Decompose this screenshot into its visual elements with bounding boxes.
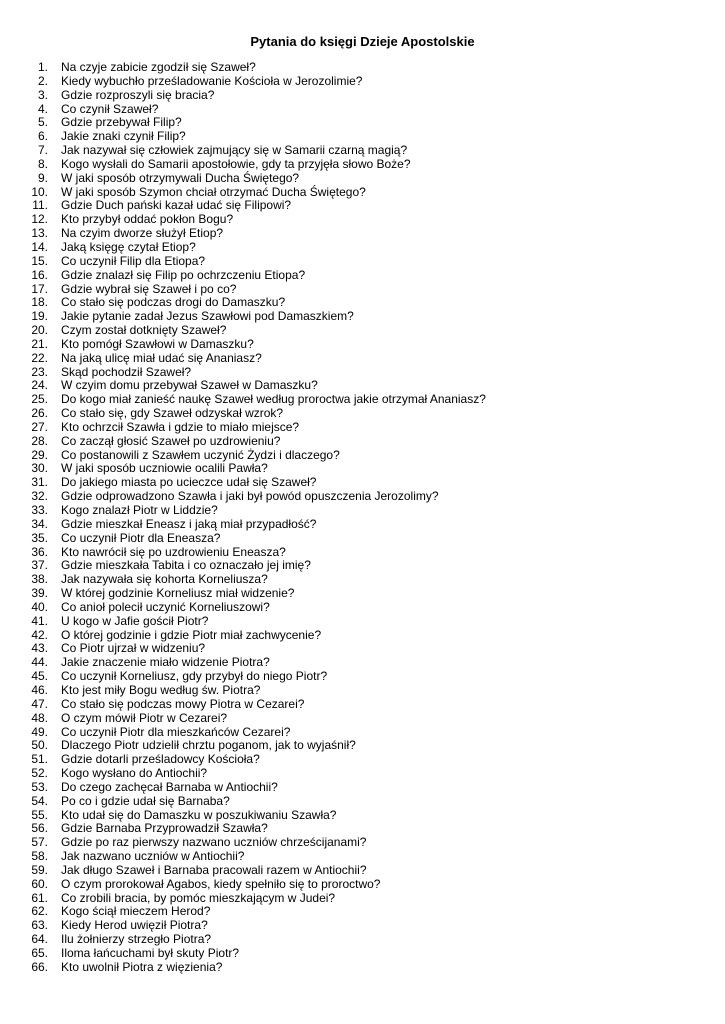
question-item [0, 89, 725, 103]
question-item [0, 878, 725, 892]
question-text: Kogo ściął mieczem Herod? [61, 904, 211, 919]
question-item [0, 269, 725, 283]
question-item [0, 573, 725, 587]
question-number: 40. [31, 599, 48, 614]
question-text: U kogo w Jafie gościł Piotr? [61, 613, 209, 628]
question-item [0, 103, 725, 117]
question-item [0, 601, 725, 615]
question-number: 39. [31, 586, 48, 601]
question-number: 11. [32, 198, 48, 213]
question-number: 44. [31, 655, 48, 670]
question-item [0, 670, 725, 684]
question-number: 6. [37, 129, 48, 144]
question-number: 16. [31, 267, 48, 282]
question-text: W jaki sposób uczniowie ocalili Pawła? [61, 461, 268, 476]
question-text: W czyim domu przebywał Szaweł w Damaszku? [61, 378, 318, 393]
question-number: 3. [37, 87, 48, 102]
question-text: Jak długo Szaweł i Barnaba pracowali razem w Antiochii? [61, 862, 367, 877]
question-text: Co uczynił Piotr dla mieszkańców Cezarei? [61, 724, 291, 739]
question-number: 66. [31, 959, 48, 974]
question-number: 52. [31, 766, 48, 781]
question-text: W jaki sposób otrzymywali Ducha Świętego? [61, 170, 300, 185]
question-text: Do jakiego miasta po ucieczce udał się Szaweł? [61, 475, 317, 490]
question-item [0, 559, 725, 573]
question-item [0, 753, 725, 767]
question-text: Co czynił Szaweł? [61, 101, 159, 116]
question-text: Jakie pytanie zadał Jezus Szawłowi pod Damaszkiem? [61, 309, 354, 324]
question-text: Gdzie znalazł się Filip po ochrzczeniu Etiopa? [61, 267, 306, 282]
question-text: Co stało się, gdy Szaweł odzyskał wzrok? [61, 406, 284, 421]
question-item [0, 186, 725, 200]
question-number: 31. [31, 475, 48, 490]
question-item [0, 296, 725, 310]
question-item [0, 421, 725, 435]
question-number: 12. [31, 212, 48, 227]
question-text: Kto przybył oddać pokłon Bogu? [61, 212, 234, 227]
question-item [0, 449, 725, 463]
question-item [0, 504, 725, 518]
question-text: Gdzie mieszkała Tabita i co oznaczało jej imię? [61, 558, 311, 573]
question-text: Jakie znaki czynił Filip? [61, 129, 186, 144]
question-number: 46. [31, 682, 48, 697]
question-text: Dlaczego Piotr udzielił chrztu poganom, jak to wyjaśnił? [61, 738, 356, 753]
question-number: 36. [31, 544, 48, 559]
question-text: Gdzie rozproszyli się bracia? [61, 87, 215, 102]
question-text: Do kogo miał zanieść naukę Szaweł według proroctwa jakie otrzymał Ananiasz? [61, 392, 486, 407]
question-number: 37. [31, 558, 48, 573]
question-text: Czym został dotknięty Szaweł? [61, 323, 227, 338]
question-item [0, 615, 725, 629]
question-number: 8. [37, 156, 48, 171]
question-text: Kto ochrzcił Szawła i gdzie to miało miejsce? [61, 419, 300, 434]
question-number: 60. [31, 876, 48, 891]
question-item [0, 850, 725, 864]
question-item [0, 642, 725, 656]
question-text: Na czyje zabicie zgodził się Szaweł? [61, 60, 256, 74]
question-number: 58. [31, 849, 48, 864]
question-number: 14. [31, 239, 48, 254]
question-item [0, 712, 725, 726]
question-number: 41. [31, 613, 48, 628]
question-number: 48. [31, 710, 48, 725]
question-item [0, 324, 725, 338]
question-text: Skąd pochodził Szaweł? [61, 364, 192, 379]
question-item [0, 809, 725, 823]
question-text: Co stało się podczas mowy Piotra w Cezarei? [61, 696, 305, 711]
question-item [0, 961, 725, 975]
question-number: 23. [31, 364, 48, 379]
question-item [0, 726, 725, 740]
question-text: W której godzinie Korneliusz miał widzenie? [61, 586, 295, 601]
question-text: Kogo znalazł Piotr w Liddzie? [61, 503, 218, 517]
question-number: 59. [31, 862, 48, 877]
question-text: Jaką księgę czytał Etiop? [61, 239, 196, 254]
question-number: 21. [31, 336, 48, 351]
question-text: O czym mówił Piotr w Cezarei? [61, 710, 228, 725]
question-number: 49. [31, 724, 48, 739]
question-item [0, 781, 725, 795]
question-number: 32. [31, 489, 48, 504]
question-text: Gdzie przebywał Filip? [61, 115, 182, 130]
question-number: 65. [31, 946, 48, 960]
question-text: Ilu żołnierzy strzegło Piotra? [61, 932, 212, 947]
question-item [0, 864, 725, 878]
question-number: 9. [37, 170, 48, 185]
question-number: 19. [31, 309, 48, 324]
question-item [0, 75, 725, 89]
question-number: 30. [31, 461, 48, 476]
question-item [0, 933, 725, 947]
question-text: Kto nawrócił się po uzdrowieniu Eneasza? [61, 544, 286, 559]
question-text: Kto udał się do Damaszku w poszukiwaniu Szawła? [61, 807, 337, 822]
document-title: Pytania do księgi Dzieje Apostolskie [250, 34, 475, 49]
question-item [0, 892, 725, 906]
question-number: 24. [31, 378, 48, 393]
question-item [0, 407, 725, 421]
question-number: 17. [31, 281, 48, 296]
question-number: 33. [31, 503, 48, 517]
question-text: Co anioł polecił uczynić Korneliuszowi? [61, 599, 270, 614]
question-number: 5. [37, 115, 48, 130]
question-item [0, 352, 725, 366]
question-text: Gdzie mieszkał Eneasz i jaką miał przypadłość? [61, 516, 317, 531]
question-item [0, 490, 725, 504]
question-text: Kogo wysłali do Samarii apostołowie, gdy ta przyjęła słowo Boże? [61, 156, 411, 171]
question-text: Co stało się podczas drogi do Damaszku? [61, 295, 286, 310]
question-number: 35. [31, 530, 48, 545]
question-item [0, 241, 725, 255]
question-text: O której godzinie i gdzie Piotr miał zachwycenie? [61, 627, 322, 642]
question-text: Gdzie odprowadzono Szawła i jaki był powód opuszczenia Jerozolimy? [61, 489, 439, 504]
question-text: O czym prorokował Agabos, kiedy spełniło się to proroctwo? [61, 876, 381, 891]
question-text: Iloma łańcuchami był skuty Piotr? [61, 946, 240, 960]
question-text: Kogo wysłano do Antiochii? [61, 766, 208, 781]
question-text: Na jaką ulicę miał udać się Ananiasz? [61, 350, 262, 365]
question-number: 43. [31, 641, 48, 656]
question-item [0, 462, 725, 476]
question-item [0, 822, 725, 836]
question-number: 7. [37, 143, 48, 158]
question-text: Co Piotr ujrzał w widzeniu? [61, 641, 206, 656]
question-item [0, 61, 725, 75]
question-item [0, 546, 725, 560]
question-item [0, 476, 725, 490]
question-text: Po co i gdzie udał się Barnaba? [61, 793, 230, 808]
question-item [0, 144, 725, 158]
question-item [0, 116, 725, 130]
question-item [0, 518, 725, 532]
question-item [0, 379, 725, 393]
question-number: 25. [31, 392, 48, 407]
question-number: 18. [31, 295, 48, 310]
question-number: 56. [31, 821, 48, 836]
question-text: Gdzie wybrał się Szaweł i po co? [61, 281, 237, 296]
question-text: Co zaczął głosić Szaweł po uzdrowieniu? [61, 433, 281, 448]
question-item [0, 338, 725, 352]
question-number: 47. [31, 696, 48, 711]
question-number: 42. [31, 627, 48, 642]
question-item [0, 158, 725, 172]
question-item [0, 919, 725, 933]
question-text: Jak nazywała się kohorta Korneliusza? [61, 572, 268, 587]
question-number: 26. [31, 406, 48, 421]
question-number: 54. [31, 793, 48, 808]
question-text: Kto pomógł Szawłowi w Damaszku? [61, 336, 254, 351]
question-number: 20. [31, 323, 48, 338]
question-number: 51. [31, 752, 48, 767]
question-number: 10. [31, 184, 48, 199]
question-number: 1. [37, 60, 48, 74]
question-item [0, 366, 725, 380]
question-number: 53. [31, 779, 48, 794]
question-item [0, 656, 725, 670]
question-text: Gdzie po raz pierwszy nazwano uczniów chrześcijanami? [61, 835, 367, 850]
question-item [0, 739, 725, 753]
question-text: Do czego zachęcał Barnaba w Antiochii? [61, 779, 278, 794]
question-item [0, 435, 725, 449]
question-text: Kto uwolnił Piotra z więzienia? [61, 959, 223, 974]
question-text: Jak nazwano uczniów w Antiochii? [61, 849, 245, 864]
question-text: Co zrobili bracia, by pomóc mieszkającym w Judei? [61, 890, 336, 905]
question-text: Na czyim dworze służył Etiop? [61, 226, 224, 241]
question-number: 15. [31, 253, 48, 268]
question-number: 34. [31, 516, 48, 531]
question-item [0, 947, 725, 961]
question-item [0, 199, 725, 213]
question-text: Gdzie Barnaba Przyprowadził Szawła? [61, 821, 268, 836]
question-number: 22. [31, 350, 48, 365]
question-text: Gdzie Duch pański kazał udać się Filipowi? [61, 198, 292, 213]
question-list [0, 61, 725, 975]
question-number: 29. [31, 447, 48, 462]
question-text: Co uczynił Piotr dla Eneasza? [61, 530, 221, 545]
question-item [0, 684, 725, 698]
question-item [0, 310, 725, 324]
question-item [0, 836, 725, 850]
question-item [0, 130, 725, 144]
question-item [0, 283, 725, 297]
question-number: 38. [31, 572, 48, 587]
question-text: Co postanowili z Szawłem uczynić Żydzi i dlaczego? [61, 447, 340, 462]
question-text: Jakie znaczenie miało widzenie Piotra? [61, 655, 270, 670]
question-text: Co uczynił Filip dla Etiopa? [61, 253, 206, 268]
question-item [0, 532, 725, 546]
question-item [0, 905, 725, 919]
question-text: Kiedy wybuchło prześladowanie Kościoła w Jerozolimie? [61, 73, 363, 88]
question-text: Gdzie dotarli prześladowcy Kościoła? [61, 752, 260, 767]
question-item [0, 698, 725, 712]
question-number: 63. [31, 918, 48, 933]
question-number: 50. [31, 738, 48, 753]
question-item [0, 393, 725, 407]
question-number: 55. [31, 807, 48, 822]
question-number: 61. [31, 890, 48, 905]
question-text: W jaki sposób Szymon chciał otrzymać Ducha Świętego? [61, 184, 366, 199]
question-number: 2. [37, 73, 48, 88]
question-item [0, 629, 725, 643]
question-item [0, 172, 725, 186]
question-text: Kiedy Herod uwięził Piotra? [61, 918, 208, 933]
question-number: 13. [31, 226, 48, 241]
question-number: 64. [31, 932, 48, 947]
question-item [0, 213, 725, 227]
question-item [0, 255, 725, 269]
question-text: Co uczynił Korneliusz, gdy przybył do niego Piotr? [61, 669, 328, 684]
question-item [0, 227, 725, 241]
question-number: 28. [31, 433, 48, 448]
question-number: 27. [31, 419, 48, 434]
question-text: Kto jest miły Bogu według św. Piotra? [61, 682, 261, 697]
question-item [0, 795, 725, 809]
question-number: 57. [31, 835, 48, 850]
question-number: 4. [37, 101, 48, 116]
question-number: 45. [31, 669, 48, 684]
question-item [0, 767, 725, 781]
question-number: 62. [31, 904, 48, 919]
question-item [0, 587, 725, 601]
question-text: Jak nazywał się człowiek zajmujący się w Samarii czarną magią? [61, 143, 408, 158]
